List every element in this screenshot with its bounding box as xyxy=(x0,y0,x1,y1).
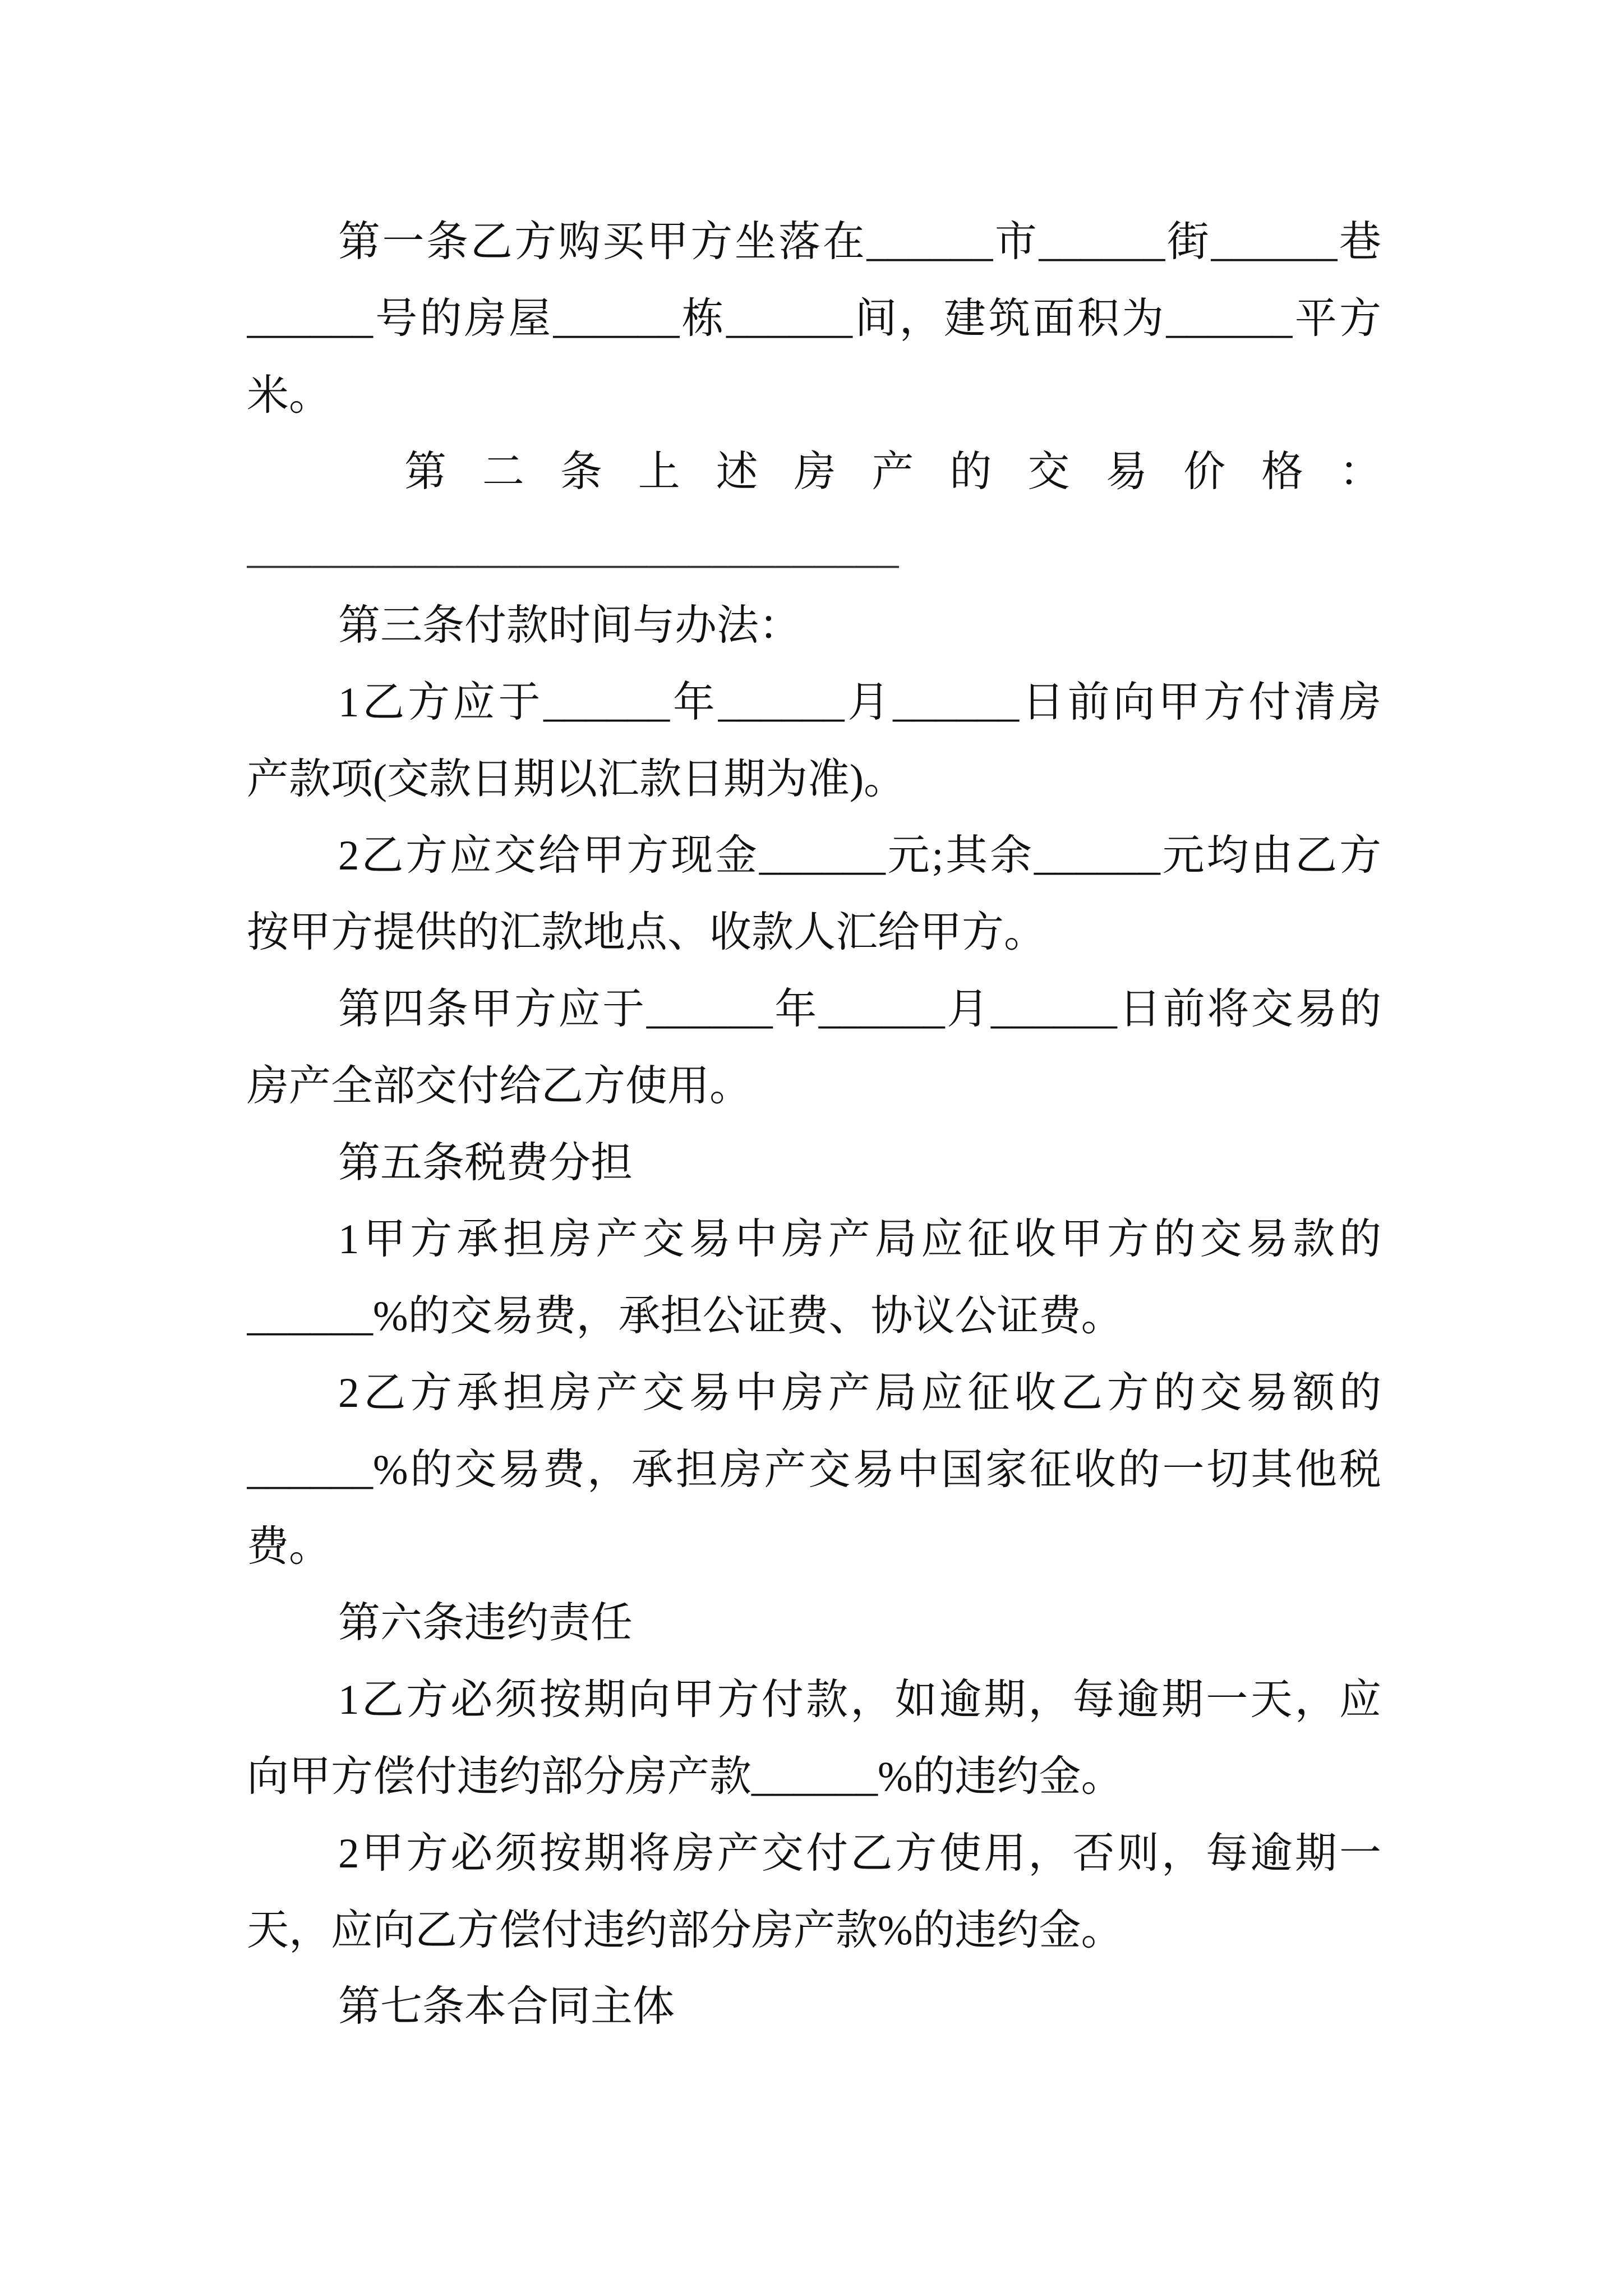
article-4-line-1: 第四条甲方应于______年______月______日前将交易的 xyxy=(338,986,1381,1033)
article-4-line-2: 房产全部交付给乙方使用。 xyxy=(247,1062,752,1110)
article-3-item-2-line-2: 按甲方提供的汇款地点、收款人汇给甲方。 xyxy=(247,909,1046,956)
article-1-line-1: 第一条乙方购买甲方坐落在______市______街______巷 xyxy=(338,219,1381,265)
article-5-item-2-line-1: 2乙方承担房产交易中房产局应征收乙方的交易额的 xyxy=(338,1369,1381,1416)
article-5-item-2-line-2: ______%的交易费，承担房产交易中国家征收的一切其他税 xyxy=(247,1446,1381,1493)
article-2-blank-line: _______________________________ xyxy=(247,526,899,573)
article-6-item-1-line-1: 1乙方必须按期向甲方付款，如逾期，每逾期一天，应 xyxy=(338,1677,1381,1724)
article-1-line-2: ______号的房屋______栋______间，建筑面积为______平方 xyxy=(247,295,1381,342)
article-3-heading: 第三条付款时间与办法： xyxy=(338,602,801,649)
article-3-item-2-line-1: 2乙方应交给甲方现金______元;其余______元均由乙方 xyxy=(338,832,1381,880)
article-6-item-1-line-2: 向甲方偿付违约部分房产款______%的违约金。 xyxy=(247,1753,1123,1800)
article-5-heading: 第五条税费分担 xyxy=(338,1139,633,1186)
article-2-line-1: 第二条上述房产的交易价格： xyxy=(404,449,1381,496)
article-7-heading: 第七条本合同主体 xyxy=(338,1984,675,2031)
article-6-heading: 第六条违约责任 xyxy=(338,1600,633,1647)
article-1-line-3: 米。 xyxy=(247,372,331,419)
article-3-item-1-line-1: 1乙方应于______年______月______日前向甲方付清房 xyxy=(338,679,1381,726)
article-6-item-2-line-2: 天，应向乙方偿付违约部分房产款%的违约金。 xyxy=(247,1907,1123,1954)
article-5-item-2-line-3: 费。 xyxy=(247,1523,331,1570)
article-6-item-2-line-1: 2甲方必须按期将房产交付乙方使用，否则，每逾期一 xyxy=(338,1830,1381,1877)
article-5-item-1-line-2: ______%的交易费，承担公证费、协议公证费。 xyxy=(247,1293,1123,1340)
article-5-item-1-line-1: 1甲方承担房产交易中房产局应征收甲方的交易款的 xyxy=(338,1216,1381,1263)
article-3-item-1-line-2: 产款项(交款日期以汇款日期为准)。 xyxy=(247,756,906,803)
contract-body xyxy=(247,204,1381,2046)
